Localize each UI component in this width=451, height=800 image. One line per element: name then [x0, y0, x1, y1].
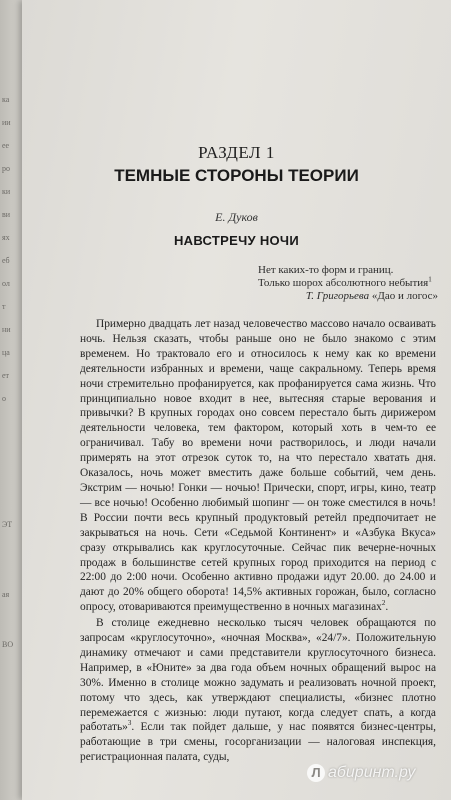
epigraph-source-work: «Дао и логос» — [371, 290, 438, 302]
watermark — [307, 764, 415, 782]
watermark-text: абирuнт.ру — [328, 764, 416, 782]
adjacent-page-edge — [0, 0, 24, 800]
footnote-ref-2[interactable]: 2 — [381, 599, 386, 608]
article-body — [80, 317, 436, 765]
epigraph-source — [258, 290, 438, 303]
paragraph-text: Примерно двадцать лет назад человечество массово начало осваивать ночь. Нельзя сказать, чтобы раньше оно не было знакомо с этим временем. Но трактовало его и относилось к нему как ко времени деятельности избранных и времени, чаще сакральному. Теперь время ночи стремительно профанируется, как профанируется сама жизнь. Что принципиально новое входит в нее, вытесняя старые верования и привычки? В крупных городах оно совсем перестало быть дирижером деятельности человека, тем фактором, который хоть в чем-то ее ограничивал. Табу во времени ночи растворилось, и люди начали примерять на этот отрезок суток то, на что перестало хватать дня. Оказалось, ночь может вместить даже больше событий, чем день. Экстрим — ночью! Гонки — ночью! Прически, спорт, игры, кино, театр — все ночью! Особенно любимый шопинг — он тоже сместился в ночь! В России почти весь крупный продуктовый ретейл предпочитает не закрываться на ночь. Сети «Седьмой Континент» и «Азбука Вкуса» сразу открывались как круглосуточные. Сейчас пик вечерне-ночных продаж в большинстве сетей крупных город приходится на период с 22:00 до 2:00 ночи. Особенно активно продажи идут 20.00. до 24.00 и дают до 20% общего оборота! 14,5% активных горожан, было, согласно опросу, отовариваются преимущественно в ночных магазинах — [80, 318, 436, 614]
paragraph — [80, 616, 436, 765]
adjacent-page-fragment: ии — [2, 118, 11, 127]
section-title: ТЕМНЫЕ СТОРОНЫ ТЕОРИИ — [114, 166, 359, 185]
adjacent-page-fragment: ВО — [2, 640, 14, 649]
adjacent-page-fragment: еб — [2, 256, 10, 265]
adjacent-page-fragment: ее — [2, 141, 10, 150]
epigraph-line-2-text: Только шорох абсолютного небытия — [258, 277, 429, 289]
article-author: Е. Дуков — [215, 210, 258, 224]
adjacent-page-fragment: ая — [2, 590, 10, 599]
paragraph — [80, 317, 436, 615]
adjacent-page-fragment: ки — [2, 187, 11, 196]
paragraph-text: В столице ежедневно несколько тысяч человек обращаются по запросам «круглосуточно», «ночная Москва», «24/7». Положительную динамику отмечают и сами представители круглосуточного бизнеса. Например, в «Юните» за два года объем ночных обращений вырос на 30%. Именно в столице можно задумать и реализовать ночной проект, потому что здесь, как утверждают специалисты, «бизнес плотно перемежается с жизнью: люди путают, когда следует спать, а когда работать» — [80, 617, 436, 734]
epigraph-line-1: Нет каких-то форм и границ. — [258, 264, 394, 276]
book-page — [22, 0, 451, 800]
adjacent-page-fragment: ях — [2, 233, 10, 242]
footnote-ref-3[interactable]: 3 — [127, 719, 132, 728]
adjacent-page-fragment: ро — [2, 164, 10, 173]
adjacent-page-fragment: ви — [2, 210, 11, 219]
adjacent-page-fragment: ца — [2, 348, 10, 357]
adjacent-page-fragment: ол — [2, 279, 10, 288]
adjacent-page-fragment: ЭТ — [2, 520, 13, 529]
labirint-logo-icon: Л — [307, 764, 325, 782]
epigraph-source-author: Т. Григорьева — [305, 290, 370, 302]
adjacent-page-fragment: ни — [2, 325, 11, 334]
paragraph-end: . Если так пойдет дальше, у нас появятся бизнес-центры, работающие в три смены, госорганизации — налоговая инспекция, регистрационная палата, суды, — [80, 721, 436, 764]
adjacent-page-fragment: т — [2, 302, 6, 311]
epigraph — [258, 264, 438, 303]
section-number: РАЗДЕЛ 1 — [198, 143, 275, 162]
article-title: НАВСТРЕЧУ НОЧИ — [173, 233, 300, 248]
adjacent-page-fragment: о — [2, 394, 6, 403]
footnote-ref-1[interactable]: 1 — [428, 275, 432, 284]
paragraph-end: . — [385, 601, 389, 614]
adjacent-page-fragment: ет — [2, 371, 10, 380]
epigraph-line-2 — [258, 277, 438, 290]
adjacent-page-fragment: ка — [2, 95, 10, 104]
